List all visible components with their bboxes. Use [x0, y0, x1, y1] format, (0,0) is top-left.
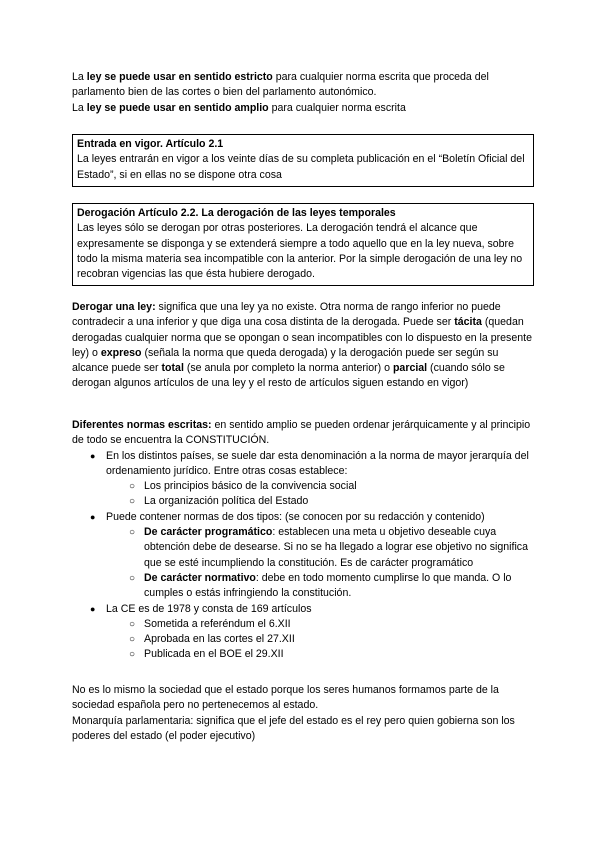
intro-line-1: La ley se puede usar en sentido estricto para cualquier norma escrita que proceda del parlamento bien de las cortes o bien del parlamento autonómico. [72, 71, 489, 99]
box2-text: Las leyes sólo se derogan por otras posteriores. La derogación tendrá el alcance que expresamente se disponga y se extenderá siempre a todo aquello que en la ley nueva, sobre todo la misma materia sea incompatible con la anterior. Por la simple derogación de una ley no recobran vigencias las que ésta hubiere derogado. [77, 222, 523, 281]
monarquia-paragraph: Monarquía parlamentaria: significa que el jefe del estado es el rey pero quien gobierna son los poderes del estado (el poder ejecutivo) [72, 714, 515, 742]
list-item: ○ De carácter normativo: debe en todo momento cumplirse lo que manda. O lo cumples o estás infringiendo la constitución. [129, 571, 512, 600]
box1-title: Entrada en vigor. Artículo 2.1 [77, 138, 224, 150]
list-item: ● Puede contener normas de dos tipos: (se conocen por su redacción y contenido) [72, 510, 534, 525]
entrada-en-vigor-box [72, 134, 534, 187]
derogar-paragraph: Derogar una ley: significa que una ley ya no existe. Otra norma de rango inferior no puede contradecir a una inferior y que diga una cosa distinta de la derogada. Puede ser tácita (quedan derogadas cualquier norma que se opongan o sean incompatibles con lo dispuesto en la presente ley) o expreso (señala la norma que queda derogada) y la derogación puede ser según su alcance puede ser total (se anula por completo la norma anterior) o parcial (cuando sólo se derogan algunos artículos de una ley y el resto de artículos siguen estando en vigor) [72, 301, 532, 390]
derogacion-box [72, 203, 534, 286]
box1-text: La leyes entrarán en vigor a los veinte días de su completa publicación en el “Boletín Oficial del Estado”, si en ellas no se dispone otra cosa [77, 153, 525, 181]
list-item: ○ Publicada en el BOE el 29.XII [72, 647, 534, 662]
list-item: ○ Aprobada en las cortes el 27.XII [72, 632, 534, 647]
bullet-icon: ● [90, 603, 96, 614]
circle-bullet-icon: ○ [129, 618, 136, 630]
normas-heading: Diferentes normas escritas: en sentido amplio se pueden ordenar jerárquicamente y al principio de todo se encuentra la CONSTITUCIÓN. [72, 419, 531, 447]
list-item: ● La CE es de 1978 y consta de 169 artículos [72, 602, 534, 617]
list-item: ○ De carácter programático: establecen una meta u objetivo deseable cuya obtención debe de desearse. Si no se ha llegado a lograr ese objetivo no significa que se esté incumpliendo la constitución. Es de carácter programático [129, 526, 528, 569]
bullet-icon: ● [90, 511, 96, 522]
circle-bullet-icon: ○ [129, 527, 136, 539]
list-item: ○ Los principios básico de la convivencia social [72, 479, 534, 494]
list-item: ● En los distintos países, se suele dar esta denominación a la norma de mayor jerarquía del ordenamiento jurídico. Entre otras cosas establece: [90, 449, 529, 477]
sociedad-paragraph: No es lo mismo la sociedad que el estado porque los seres humanos formamos parte de la sociedad española pero no pertenecemos al estado. [72, 684, 499, 712]
circle-bullet-icon: ○ [129, 481, 136, 493]
circle-bullet-icon: ○ [129, 634, 136, 646]
list-item: ○ Sometida a referéndum el 6.XII [72, 617, 534, 632]
normas-list [72, 449, 534, 663]
box2-title: Derogación Artículo 2.2. La derogación de las leyes temporales [77, 207, 396, 219]
circle-bullet-icon: ○ [129, 572, 136, 584]
bullet-icon: ● [90, 450, 96, 461]
circle-bullet-icon: ○ [129, 649, 136, 661]
list-item: ○ La organización política del Estado [72, 494, 534, 509]
circle-bullet-icon: ○ [129, 496, 136, 508]
intro-section [72, 70, 534, 116]
normas-section [72, 418, 534, 663]
closing-section [72, 683, 534, 744]
intro-line-2: La ley se puede usar en sentido amplio para cualquier norma escrita [72, 101, 406, 114]
